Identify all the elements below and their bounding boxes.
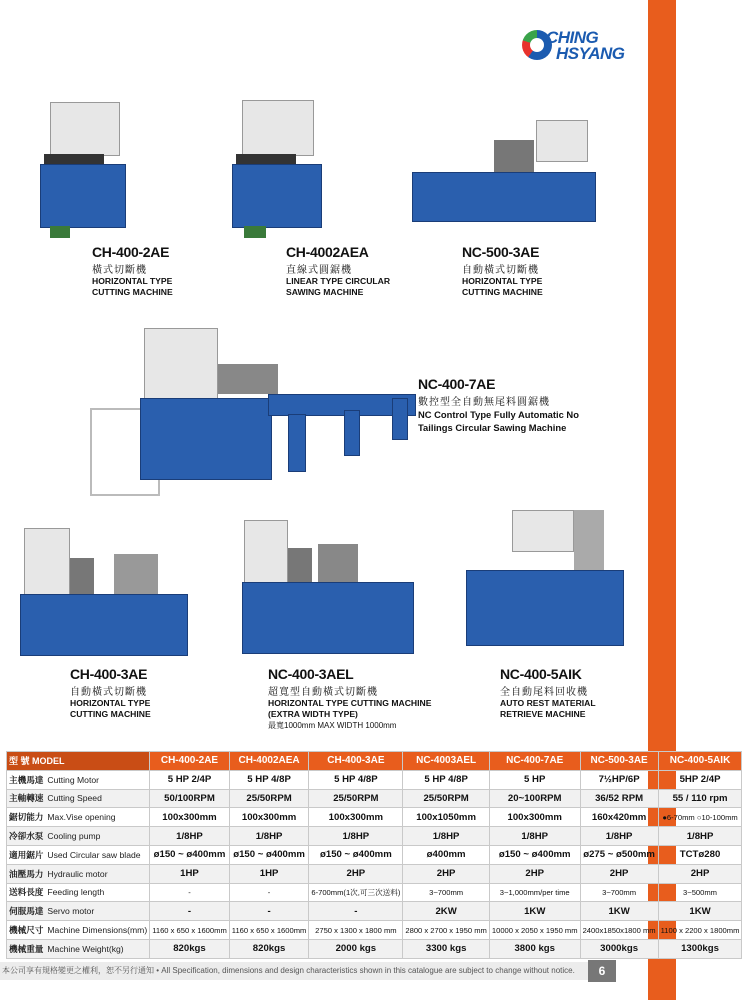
table-cell: 1/8HP xyxy=(229,827,309,846)
machine-name-zh: 自動橫式切斷機 xyxy=(70,687,147,698)
table-row xyxy=(7,921,742,940)
row-label xyxy=(7,921,150,940)
table-cell: 2HP xyxy=(489,864,580,883)
table-row xyxy=(7,939,742,958)
row-label-zh: 主軸轉速 xyxy=(9,793,44,804)
machine-name-en2: CUTTING MACHINE xyxy=(70,709,151,719)
table-cell: 3300 kgs xyxy=(403,939,489,958)
table-cell: ø150 ~ ø400mm xyxy=(309,845,403,864)
table-cell: ø275 ~ ø500mm xyxy=(580,845,658,864)
table-cell: 1/8HP xyxy=(658,827,742,846)
caption-ch-400-3ae xyxy=(70,666,151,720)
machine-name-en2: CUTTING MACHINE xyxy=(92,287,173,297)
caption-nc-500-3ae xyxy=(462,244,543,298)
row-label-en: Cutting Speed xyxy=(47,793,102,804)
table-header-model: NC-400-5AIK xyxy=(658,752,742,771)
row-label-en: Max.Vise opening xyxy=(47,812,116,823)
table-cell: 3000kgs xyxy=(580,939,658,958)
logo-text-line2: HSYANG xyxy=(556,44,625,63)
machine-name-zh: 自動橫式切斷機 xyxy=(462,265,539,276)
row-label-zh: 冷卻水泵 xyxy=(9,831,44,842)
table-cell: TCTø280 xyxy=(658,845,742,864)
table-cell: ●6-70mm ○10-100mm xyxy=(658,808,742,827)
table-cell: 10000 x 2050 x 1950 mm xyxy=(489,921,580,940)
page-number: 6 xyxy=(588,960,616,982)
row-label-zh: 適用鋸片 xyxy=(9,849,44,860)
machine-name-en1: HORIZONTAL TYPE CUTTING MACHINE xyxy=(268,698,432,708)
table-cell: 2HP xyxy=(309,864,403,883)
machine-name-zh: 數控型全自動無尾料圓鋸機 xyxy=(418,397,550,408)
row-label-zh: 機械尺寸 xyxy=(9,925,44,936)
table-cell: 2800 x 2700 x 1950 mm xyxy=(403,921,489,940)
table-cell: ø150 ~ ø400mm xyxy=(150,845,230,864)
table-cell: 55 / 110 rpm xyxy=(658,789,742,808)
row-label-zh: 機械重量 xyxy=(9,943,44,954)
table-cell: 1/8HP xyxy=(309,827,403,846)
row-label-en: Used Circular saw blade xyxy=(47,849,141,860)
table-header-label: 型 號 MODEL xyxy=(7,752,150,771)
machine-name-en1: HORIZONTAL TYPE xyxy=(462,276,543,286)
table-cell: 50/100RPM xyxy=(150,789,230,808)
table-cell: 820kgs xyxy=(150,939,230,958)
machine-name-en3: 最寬1000mm MAX WIDTH 1000mm xyxy=(268,721,397,730)
caption-nc-400-7ae xyxy=(418,376,579,434)
table-header-model: CH-4002AEA xyxy=(229,752,309,771)
table-cell: 2400x1850x1800 mm xyxy=(580,921,658,940)
table-cell: 3~700mm xyxy=(580,883,658,902)
table-header-model: CH-400-3AE xyxy=(309,752,403,771)
machine-model: CH-400-2AE xyxy=(92,244,170,260)
footer-disclaimer: 本公司享有規格變更之權利，恕不另行通知 • All Specification, dimensions and design characteristics shown in this catalogue are subject to change without notice. xyxy=(0,962,592,980)
table-cell: 1100 x 2200 x 1800mm xyxy=(658,921,742,940)
row-label-zh: 伺服馬達 xyxy=(9,906,44,917)
row-label-zh: 鋸切能力 xyxy=(9,812,44,823)
table-cell: 2HP xyxy=(403,864,489,883)
table-cell: 3~500mm xyxy=(658,883,742,902)
row-label xyxy=(7,827,150,846)
table-cell: 1/8HP xyxy=(489,827,580,846)
row-label-en: Machine Dimensions(mm) xyxy=(47,925,148,936)
table-cell: 5 HP xyxy=(489,770,580,789)
row-label xyxy=(7,770,150,789)
table-cell: 7½HP/6P xyxy=(580,770,658,789)
table-header-model: CH-400-2AE xyxy=(150,752,230,771)
table-cell: 1HP xyxy=(229,864,309,883)
logo-text-line1: CHING xyxy=(546,28,599,47)
machine-name-en2: CUTTING MACHINE xyxy=(462,287,543,297)
row-label xyxy=(7,883,150,902)
table-header-row xyxy=(7,752,742,771)
table-cell: 2KW xyxy=(403,902,489,921)
table-header-model: NC-4003AEL xyxy=(403,752,489,771)
table-cell: 25/50RPM xyxy=(309,789,403,808)
caption-nc-400-5aik xyxy=(500,666,596,720)
caption-ch-4002aea xyxy=(286,244,390,298)
table-cell: 36/52 RPM xyxy=(580,789,658,808)
spec-table xyxy=(6,751,742,959)
table-cell: - xyxy=(150,883,230,902)
table-cell: ø400mm xyxy=(403,845,489,864)
table-cell: 5 HP 2/4P xyxy=(150,770,230,789)
table-cell: - xyxy=(229,902,309,921)
row-label-zh: 主機馬達 xyxy=(9,774,44,785)
table-cell: 1/8HP xyxy=(580,827,658,846)
machine-image-nc-400-5aik xyxy=(462,488,624,660)
machine-name-en1: AUTO REST MATERIAL xyxy=(500,698,596,708)
table-header-model: NC-500-3AE xyxy=(580,752,658,771)
table-cell: 100x1050mm xyxy=(403,808,489,827)
row-label-zh: 送料長度 xyxy=(9,887,44,898)
machine-image-ch-400-2ae xyxy=(32,96,132,246)
row-label xyxy=(7,808,150,827)
row-label xyxy=(7,939,150,958)
table-row xyxy=(7,883,742,902)
row-label xyxy=(7,864,150,883)
row-label-en: Servo motor xyxy=(47,906,95,917)
machine-name-en2: SAWING MACHINE xyxy=(286,287,364,297)
table-cell: - xyxy=(309,902,403,921)
machine-model: NC-500-3AE xyxy=(462,244,540,260)
machine-image-nc-400-3ael xyxy=(238,514,418,662)
table-cell: 5 HP 4/8P xyxy=(309,770,403,789)
table-row xyxy=(7,864,742,883)
machine-model: NC-400-3AEL xyxy=(268,666,354,682)
machine-model: CH-4002AEA xyxy=(286,244,369,260)
row-label-zh: 油壓馬力 xyxy=(9,868,44,879)
caption-ch-400-2ae xyxy=(92,244,173,298)
row-label-en: Feeding length xyxy=(47,887,105,898)
table-cell: 20~100RPM xyxy=(489,789,580,808)
caption-nc-400-3ael xyxy=(268,666,431,731)
table-cell: - xyxy=(229,883,309,902)
table-cell: 100x300mm xyxy=(150,808,230,827)
machine-name-en1: NC Control Type Fully Automatic No xyxy=(418,409,579,420)
table-cell: ø150 ~ ø400mm xyxy=(229,845,309,864)
machine-name-en2: (EXTRA WIDTH TYPE) xyxy=(268,709,358,719)
machine-image-ch-4002aea xyxy=(226,96,330,246)
table-cell: 3~700mm xyxy=(403,883,489,902)
table-cell: 1KW xyxy=(489,902,580,921)
row-label xyxy=(7,845,150,864)
table-header-model: NC-400-7AE xyxy=(489,752,580,771)
machine-name-en1: HORIZONTAL TYPE xyxy=(92,276,173,286)
table-cell: 1HP xyxy=(150,864,230,883)
table-cell: 6-700mm(1次,可三次送料) xyxy=(309,883,403,902)
machine-name-en1: HORIZONTAL TYPE xyxy=(70,698,151,708)
machine-name-zh: 橫式切斷機 xyxy=(92,265,147,276)
row-label xyxy=(7,789,150,808)
table-cell: 100x300mm xyxy=(309,808,403,827)
table-row xyxy=(7,902,742,921)
table-cell: 5 HP 4/8P xyxy=(229,770,309,789)
machine-name-zh: 全自動尾料回收機 xyxy=(500,687,588,698)
machine-name-en2: RETRIEVE MACHINE xyxy=(500,709,586,719)
table-cell: 25/50RPM xyxy=(403,789,489,808)
table-cell: 160x420mm xyxy=(580,808,658,827)
table-row xyxy=(7,845,742,864)
table-cell: 3~1,000mm/per time xyxy=(489,883,580,902)
machine-image-nc-400-7ae xyxy=(88,298,414,494)
table-cell: 1KW xyxy=(658,902,742,921)
table-row xyxy=(7,827,742,846)
table-cell: 1160 x 650 x 1600mm xyxy=(229,921,309,940)
machine-name-en1: LINEAR TYPE CIRCULAR xyxy=(286,276,391,286)
table-cell: 1KW xyxy=(580,902,658,921)
table-cell: 2HP xyxy=(658,864,742,883)
machine-model: CH-400-3AE xyxy=(70,666,148,682)
table-cell: 1/8HP xyxy=(403,827,489,846)
machine-image-ch-400-3ae xyxy=(18,518,196,664)
machine-image-nc-500-3ae xyxy=(410,96,596,236)
machine-model: NC-400-7AE xyxy=(418,376,496,392)
table-cell: 25/50RPM xyxy=(229,789,309,808)
table-cell: ø150 ~ ø400mm xyxy=(489,845,580,864)
table-cell: 2HP xyxy=(580,864,658,883)
table-cell: 1160 x 650 x 1600mm xyxy=(150,921,230,940)
table-cell: 1300kgs xyxy=(658,939,742,958)
table-cell: 100x300mm xyxy=(229,808,309,827)
table-cell: 2000 kgs xyxy=(309,939,403,958)
table-cell: 2750 x 1300 x 1800 mm xyxy=(309,921,403,940)
table-cell: 100x300mm xyxy=(489,808,580,827)
machine-name-zh: 超寬型自動橫式切斷機 xyxy=(268,687,378,698)
row-label xyxy=(7,902,150,921)
row-label-en: Hydraulic motor xyxy=(47,868,108,879)
table-row xyxy=(7,808,742,827)
table-cell: 3800 kgs xyxy=(489,939,580,958)
row-label-en: Machine Weight(kg) xyxy=(47,943,124,954)
table-cell: 5HP 2/4P xyxy=(658,770,742,789)
table-cell: - xyxy=(150,902,230,921)
machine-model: NC-400-5AIK xyxy=(500,666,582,682)
row-label-en: Cutting Motor xyxy=(47,774,99,785)
machine-name-zh: 直線式圓鋸機 xyxy=(286,265,352,276)
row-label-en: Cooling pump xyxy=(47,831,101,842)
machine-name-en2: Tailings Circular Sawing Machine xyxy=(418,422,567,433)
table-cell: 820kgs xyxy=(229,939,309,958)
table-row xyxy=(7,789,742,808)
table-cell: 1/8HP xyxy=(150,827,230,846)
brand-logo xyxy=(520,28,632,66)
table-cell: 5 HP 4/8P xyxy=(403,770,489,789)
table-row xyxy=(7,770,742,789)
